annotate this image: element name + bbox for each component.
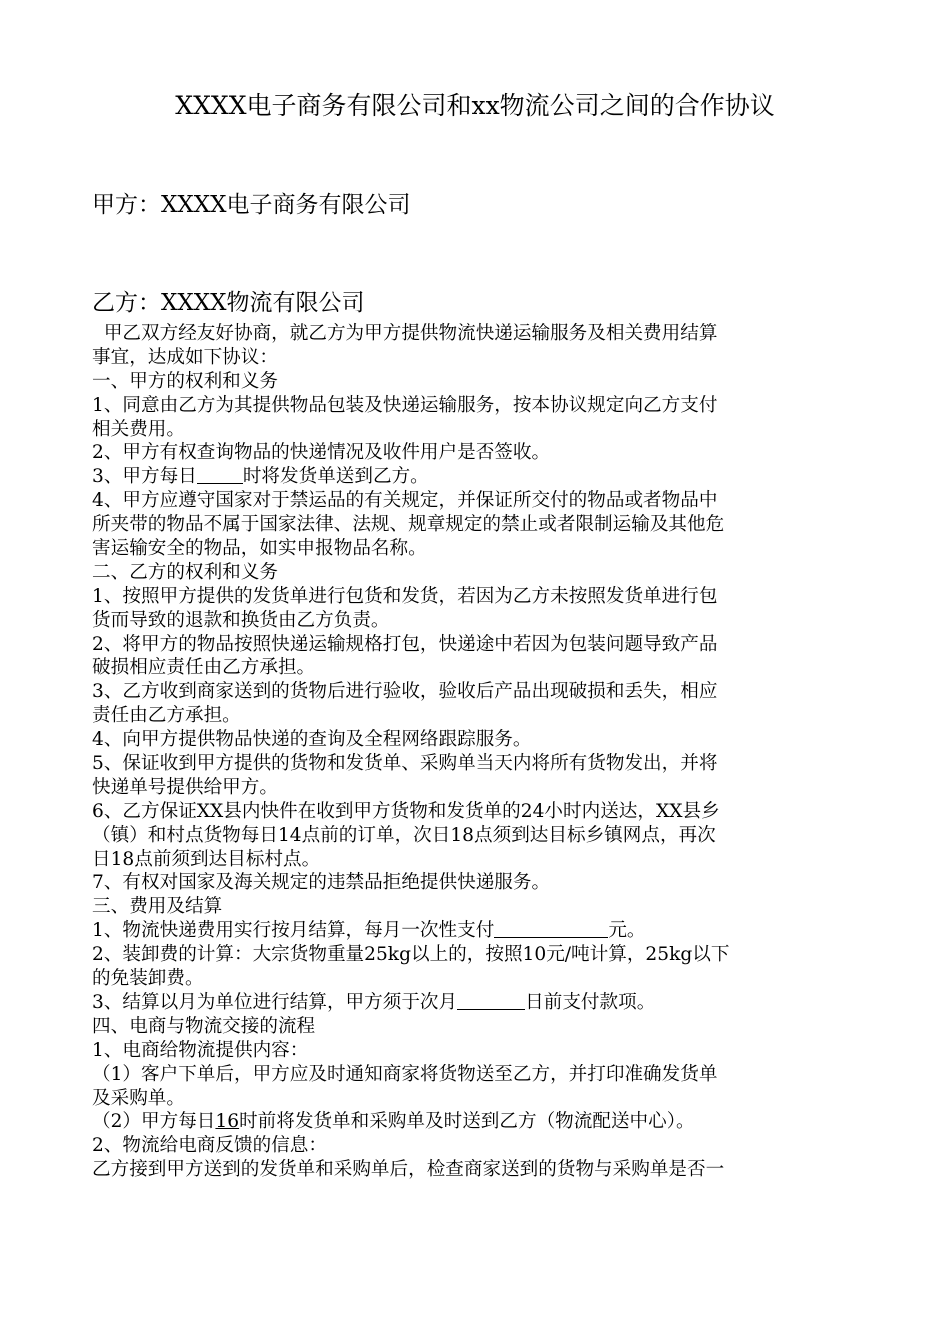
paragraph-line: 2、将甲方的物品按照快递运输规格打包，快递途中若因为包装问题导致产品	[92, 633, 718, 655]
text-run: 时前将发货单和采购单及时送到乙方（物流配送中心）。	[239, 1111, 695, 1133]
paragraph-line	[92, 465, 858, 489]
paragraph-line: 及采购单。	[92, 1087, 185, 1109]
section-heading: 四、电商与物流交接的流程	[92, 1015, 316, 1037]
text-run: 3、结算以月为单位进行结算，甲方须于次月	[92, 991, 458, 1013]
paragraph-line: 快递单号提供给甲方。	[92, 776, 278, 798]
paragraph-line	[92, 991, 858, 1015]
fill-blank	[457, 991, 525, 1010]
party-a: 甲方：XXXX电子商务有限公司	[92, 192, 411, 218]
document-title: XXXX电子商务有限公司和xx物流公司之间的合作协议	[175, 91, 775, 120]
paragraph-line: 责任由乙方承担。	[92, 705, 241, 727]
paragraph-line	[92, 1110, 858, 1134]
paragraph-line: 4、甲方应遵守国家对于禁运品的有关规定，并保证所交付的物品或者物品中	[92, 490, 718, 512]
text-run: 3、甲方每日	[92, 466, 197, 488]
section-heading: 一、甲方的权利和义务	[92, 370, 278, 392]
section-heading: 三、费用及结算	[92, 896, 223, 918]
paragraph-line: （镇）和村点货物每日14点前的订单，次日18点须到达目标乡镇网点，再次	[92, 824, 716, 846]
paragraph-line: 6、乙方保证XX县内快件在收到甲方货物和发货单的24小时内送达，XX县乡	[92, 800, 720, 822]
paragraph-line: 害运输安全的物品，如实申报物品名称。	[92, 538, 427, 560]
underlined-hour: 16	[215, 1111, 240, 1133]
paragraph-line: 2、装卸费的计算：大宗货物重量25kg以上的，按照10元/吨计算，25kg以下	[92, 944, 730, 966]
paragraph-line: 乙方接到甲方送到的发货单和采购单后，检查商家送到的货物与采购单是否一	[92, 1159, 725, 1181]
paragraph-line: 日18点前须到达目标村点。	[92, 848, 321, 870]
text-run: 时将发货单送到乙方。	[242, 466, 429, 488]
party-b: 乙方：XXXX物流有限公司	[92, 290, 365, 316]
paragraph-line: 2、甲方有权查询物品的快递情况及收件用户是否签收。	[92, 442, 551, 464]
paragraph-line: 货而导致的退款和换货由乙方负责。	[92, 609, 390, 631]
paragraph-line: 1、电商给物流提供内容：	[92, 1039, 309, 1061]
paragraph-line: 4、向甲方提供物品快递的查询及全程网络跟踪服务。	[92, 729, 532, 751]
paragraph-line: 3、乙方收到商家送到的货物后进行验收，验收后产品出现破损和丢失，相应	[92, 681, 718, 703]
fill-blank	[494, 919, 608, 938]
text-run: 1、物流快递费用实行按月结算，每月一次性支付	[92, 920, 495, 942]
paragraph-line: 甲乙双方经友好协商，就乙方为甲方提供物流快递运输服务及相关费用结算	[92, 323, 718, 344]
paragraph-line: 事宜，达成如下协议：	[92, 346, 278, 368]
paragraph-line	[92, 919, 858, 943]
text-run: 元。	[608, 920, 646, 942]
paragraph-line: 5、保证收到甲方提供的货物和发货单、采购单当天内将所有货物发出，并将	[92, 753, 718, 775]
paragraph-line: 1、按照甲方提供的发货单进行包货和发货，若因为乙方未按照发货单进行包	[92, 585, 718, 607]
text-run: （2）甲方每日	[92, 1111, 216, 1133]
paragraph-line: 1、同意由乙方为其提供物品包装及快递运输服务，按本协议规定向乙方支付	[92, 394, 718, 416]
agreement-body	[92, 322, 858, 1182]
text-run: 日前支付款项。	[525, 991, 656, 1013]
paragraph-line: 7、有权对国家及海关规定的违禁品拒绝提供快递服务。	[92, 872, 551, 894]
fill-blank	[197, 465, 243, 484]
paragraph-line: 所夹带的物品不属于国家法律、法规、规章规定的禁止或者限制运输及其他危	[92, 514, 725, 536]
section-heading: 二、乙方的权利和义务	[92, 561, 278, 583]
paragraph-line: 破损相应责任由乙方承担。	[92, 657, 316, 679]
paragraph-line: （1）客户下单后，甲方应及时通知商家将货物送至乙方，并打印准确发货单	[92, 1063, 718, 1085]
paragraph-line: 的免装卸费。	[92, 968, 204, 990]
paragraph-line: 相关费用。	[92, 418, 185, 440]
paragraph-line: 2、物流给电商反馈的信息：	[92, 1135, 327, 1157]
